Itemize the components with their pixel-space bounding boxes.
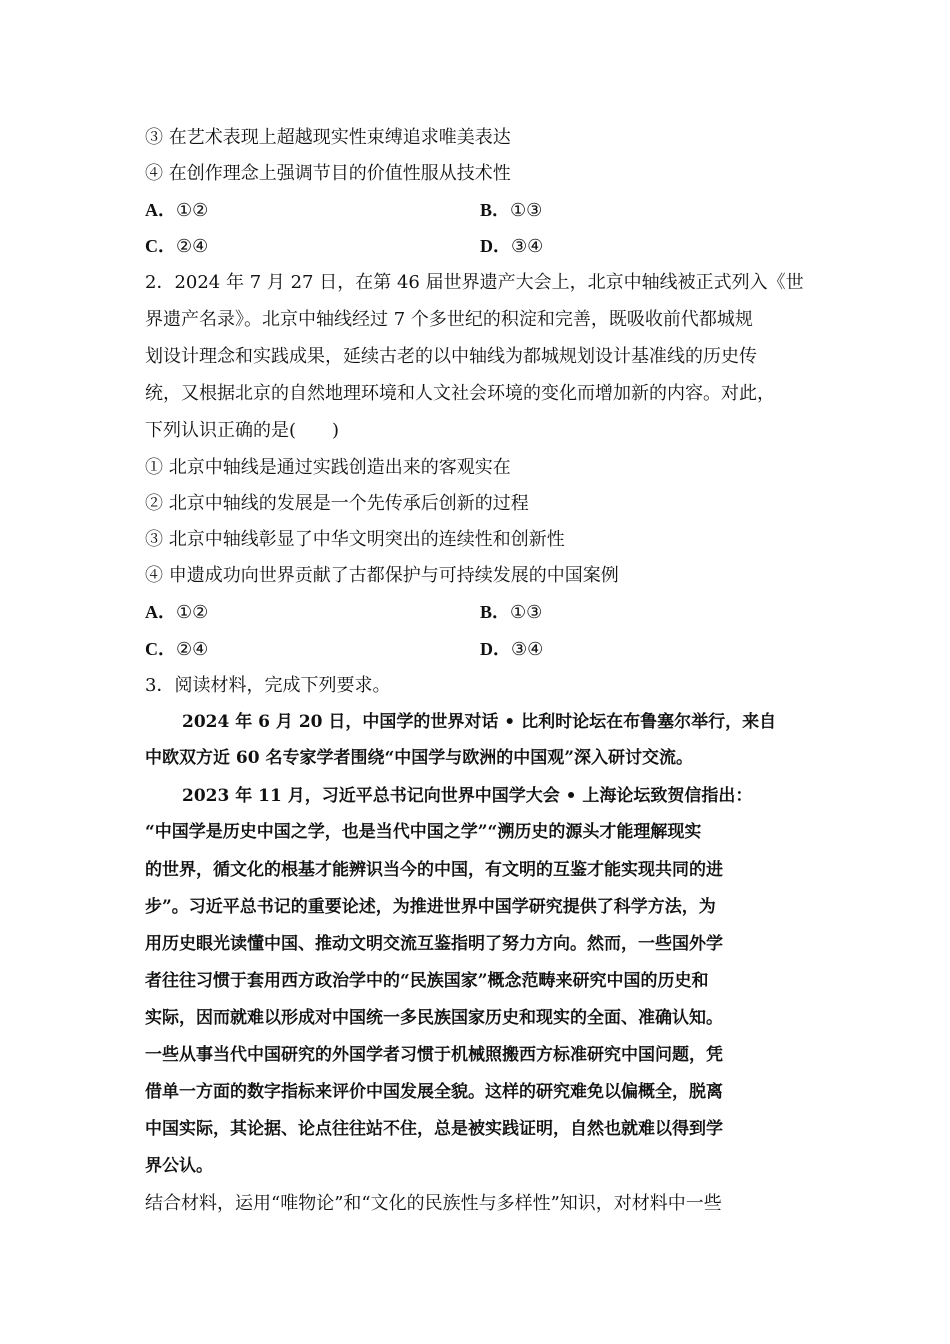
q3-material-para2-line-8: 一些从事当代中国研究的外国学者习惯于机械照搬西方标准研究中国问题，凭 [145,1045,723,1065]
option-text: ①② [176,200,209,221]
q3-material-para2-line-1: 2023 年 11 月，习近平总书记向世界中国学大会 • 上海论坛致贺信指出： [182,786,753,806]
q2-stem-line-2: 界遗产名录》。北京中轴线经过 7 个多世纪的积淀和完善，既吸收前代都城规 [145,309,753,330]
q2-statement-3: ③ 北京中轴线彰显了中华文明突出的连续性和创新性 [145,529,565,550]
q2-option-c[interactable] [145,637,208,662]
q1-statement-3: ③ 在艺术表现上超越现实性束缚追求唯美表达 [145,127,511,148]
q3-material-para1-line-2: 中欧双方近 60 名专家学者围绕“中国学与欧洲的中国观”深入研讨交流。 [145,748,694,768]
option-text: ①③ [510,602,543,623]
q3-task-line: 结合材料，运用“唯物论”和“文化的民族性与多样性”知识，对材料中一些 [145,1193,722,1214]
q3-material-para1-line-1: 2024 年 6 月 20 日，中国学的世界对话 • 比利时论坛在布鲁塞尔举行，来自 [182,712,777,732]
q3-material-para2-line-9: 借单一方面的数字指标来评价中国发展全貌。这样的研究难免以偏概全，脱离 [145,1082,723,1102]
q2-statement-2: ② 北京中轴线的发展是一个先传承后创新的过程 [145,493,529,514]
option-letter: B． [480,602,511,622]
option-text: ②④ [176,236,209,257]
q1-option-d[interactable] [480,234,543,259]
q3-material-para2-line-4: 步”。习近平总书记的重要论述，为推进世界中国学研究提供了科学方法，为 [145,897,716,917]
q2-option-a[interactable] [145,600,208,625]
q2-option-b[interactable] [480,600,542,625]
option-text: ①② [176,602,209,623]
option-text: ③④ [511,639,544,660]
q2-stem-line-5: 下列认识正确的是( ) [145,420,340,441]
option-letter: D． [480,639,511,659]
q2-stem-line-4: 统，又根据北京的自然地理环境和人文社会环境的变化而增加新的内容。对此， [145,383,775,404]
q3-material-para2-line-3: 的世界，循文化的根基才能辨识当今的中国，有文明的互鉴才能实现共同的进 [145,860,723,880]
q2-statement-4: ④ 申遗成功向世界贡献了古都保护与可持续发展的中国案例 [145,565,619,586]
q1-option-b[interactable] [480,198,542,223]
q2-option-d[interactable] [480,637,543,662]
option-text: ③④ [511,236,544,257]
q3-material-para2-line-5: 用历史眼光读懂中国、推动文明交流互鉴指明了努力方向。然而，一些国外学 [145,934,723,954]
q3-material-para2-line-2: “中国学是历史中国之学，也是当代中国之学”“溯历史的源头才能理解现实 [145,822,702,842]
option-letter: B． [480,200,511,220]
q3-material-para2-line-7: 实际，因而就难以形成对中国统一多民族国家历史和现实的全面、准确认知。 [145,1008,723,1028]
option-letter: D． [480,236,511,256]
q2-stem-line-3: 划设计理念和实践成果，延续古老的以中轴线为都城规划设计基准线的历史传 [145,346,757,367]
q3-material-para2-line-6: 者往往习惯于套用西方政治学中的“民族国家”概念范畴来研究中国的历史和 [145,971,709,991]
q2-stem-line-1: 2．2024 年 7 月 27 日，在第 46 届世界遗产大会上，北京中轴线被正式列入《世 [145,272,804,293]
option-letter: A． [145,602,176,622]
option-text: ②④ [176,639,209,660]
q3-material-para2-line-11: 界公认。 [145,1156,213,1176]
option-letter: C． [145,639,176,659]
option-letter: C． [145,236,176,256]
q2-statement-1: ① 北京中轴线是通过实践创造出来的客观实在 [145,457,511,478]
option-text: ①③ [510,200,543,221]
q1-statement-4: ④ 在创作理念上强调节目的价值性服从技术性 [145,163,511,184]
q1-option-c[interactable] [145,234,208,259]
q3-title: 3．阅读材料，完成下列要求。 [145,675,391,696]
q1-option-a[interactable] [145,198,208,223]
option-letter: A． [145,200,176,220]
q3-material-para2-line-10: 中国实际，其论据、论点往往站不住，总是被实践证明，自然也就难以得到学 [145,1119,723,1139]
